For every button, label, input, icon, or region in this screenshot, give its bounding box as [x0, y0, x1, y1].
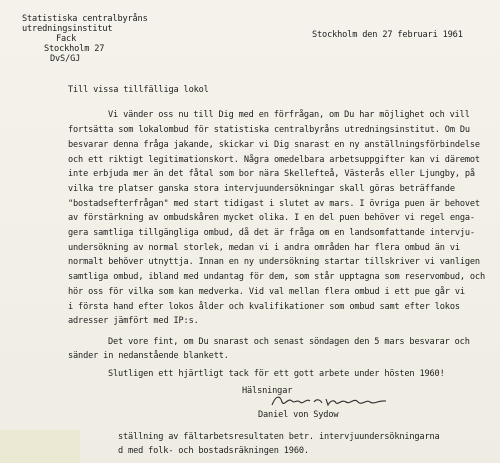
closing-text: Hälsningar [242, 386, 293, 396]
sender-line-4: Stockholm 27 [44, 44, 105, 54]
body-line: i första hand efter lokos ålder och kvalifikationer som ombud samt efter lokos [68, 302, 460, 312]
thanks-line: Slutligen ett hjärtligt tack för ett gott arbete under hösten 1960! [108, 369, 445, 379]
sender-line-2: utredningsinstitut [22, 24, 113, 34]
body-line: fortsätta som lokalombud för statistiska centralbyråns utredningsinstitut. Om Du [68, 125, 470, 135]
body-line: sänder in nedanstående blankett. [68, 351, 229, 361]
footer-line: d med folk- och bostadsräkningen 1960. [118, 446, 309, 456]
body-line: adresser jämfört med IP:s. [68, 316, 199, 326]
sender-line-5: DvS/GJ [50, 54, 81, 64]
body-line: "bostadsefterfrågan" med start tidigast i slutet av mars. I övriga puen är behovet [68, 199, 480, 209]
sender-line-1: Statistiska centralbyråns [22, 14, 148, 24]
body-line: gera samtliga tillgängliga ombud, då det är fråga om en landsomfattande intervju- [68, 228, 475, 238]
body-line: Vi vänder oss nu till Dig med en förfrågan, om Du har möjlighet och vill [108, 110, 470, 120]
body-line: Det vore fint, om Du snarast och senast söndagen den 5 mars besvarar och [108, 337, 470, 347]
paper-discoloration [0, 430, 80, 463]
letter-date: Stockholm den 27 februari 1961 [312, 30, 463, 40]
footer-line: ställning av fältarbetsresultaten betr. intervjuundersökningarna [118, 432, 440, 442]
sender-line-3: Fack [56, 34, 77, 44]
body-line: av förstärkning av ombudskåren mycket olika. I en del puen behöver vi regel enga- [68, 213, 475, 223]
body-line: samtliga ombud, ibland med undantag för dem, som står upptagna som reservombud, och [68, 272, 485, 282]
body-line: undersökning av normal storlek, medan vi i andra områden har flera ombud än vi [68, 243, 460, 253]
body-line: hör oss för vilka som kan medverka. Vid val mellan flera ombud i ett pue går vi [68, 287, 465, 297]
body-line: besvarar denna fråga jakande, skickar vi Dig snarast en ny anställningsförbindelse [68, 140, 480, 150]
body-line: inte erbjuda mer än det fåtal som bor nära Skellefteå, Västerås eller Ljungby, på [68, 169, 475, 179]
handwritten-signature [270, 393, 390, 409]
body-line: normalt behöver utnyttja. Innan en ny undersökning startar tillskriver vi vanligen [68, 257, 480, 267]
body-line: och ett riktigt legitimationskort. Några omedelbara arbetsuppgifter kan vi däremot [68, 155, 480, 165]
salutation: Till vissa tillfälliga lokol [68, 85, 209, 95]
signer-name: Daniel von Sydow [258, 410, 339, 420]
body-line: vilka tre platser ganska stora intervjuundersökningar skall göras beträffande [68, 184, 455, 194]
